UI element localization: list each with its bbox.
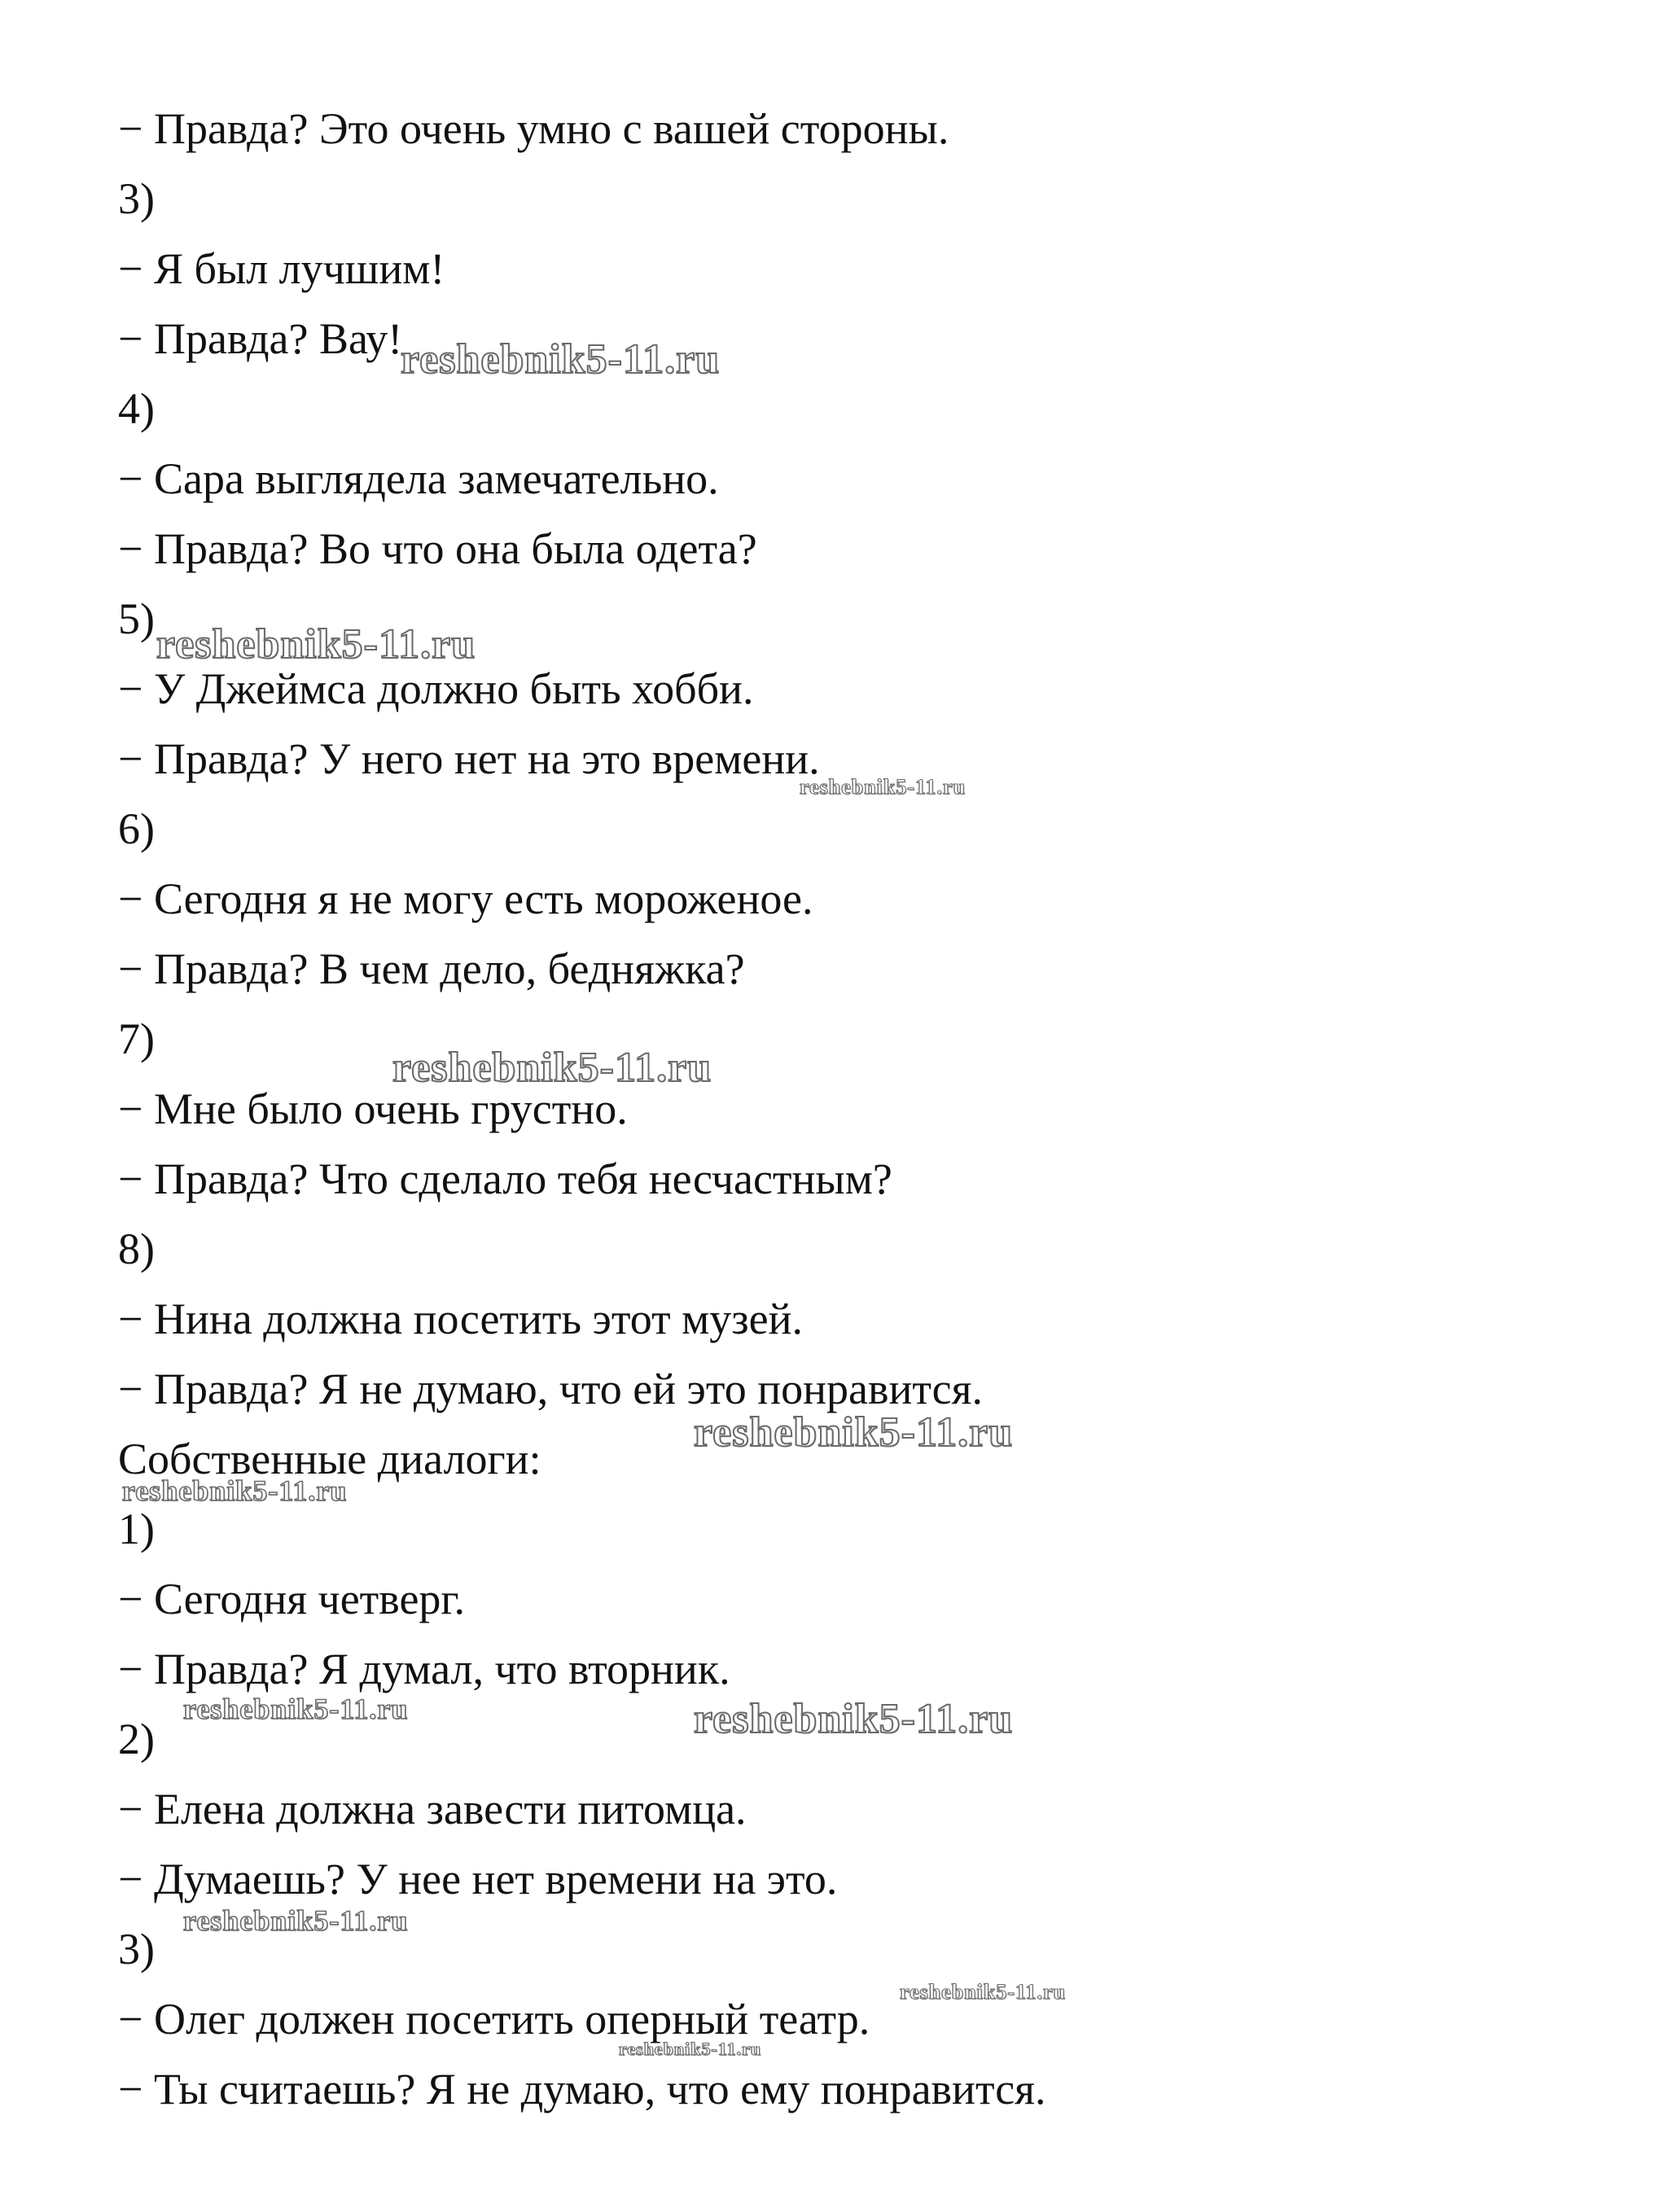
dialogue-number: 4) — [118, 384, 155, 433]
dialogue-line: − Правда? Я думал, что вторник. — [118, 1645, 730, 1693]
dialogue-line: − Правда? Что сделало тебя несчастным? — [118, 1154, 892, 1203]
watermark: reshebnik5-11.ru — [122, 1474, 348, 1507]
watermark: reshebnik5-11.ru — [694, 1409, 1014, 1456]
dialogue-line: − Правда? Я не думаю, что ей это понравится. — [118, 1364, 983, 1413]
watermark: reshebnik5-11.ru — [156, 621, 476, 668]
dialogue-line: − Сегодня я не могу есть мороженое. — [118, 874, 813, 923]
dialogue-line: − Ты считаешь? Я не думаю, что ему понравится. — [118, 2065, 1046, 2113]
watermark: reshebnik5-11.ru — [800, 775, 966, 799]
dialogue-line: − У Джеймса должно быть хобби. — [118, 664, 754, 713]
dialogue-line: − Правда? Это очень умно с вашей стороны. — [118, 104, 949, 153]
dialogue-number: 5) — [118, 594, 155, 643]
dialogue-line: − Думаешь? У нее нет времени на это. — [118, 1855, 838, 1903]
dialogue-line: − Олег должен посетить оперный театр. — [118, 1995, 870, 2043]
dialogue-number: 3) — [118, 1925, 155, 1973]
dialogue-line: − Мне было очень грустно. — [118, 1084, 628, 1133]
dialogue-number: 1) — [118, 1505, 155, 1553]
dialogue-line: − Правда? У него нет на это времени. — [118, 734, 820, 783]
dialogue-line: − Я был лучшим! — [118, 244, 445, 293]
dialogue-number: 8) — [118, 1224, 155, 1273]
watermark: reshebnik5-11.ru — [694, 1696, 1014, 1742]
dialogue-line: − Правда? Во что она была одета? — [118, 524, 757, 573]
section-heading: Собственные диалоги: — [118, 1435, 541, 1483]
watermark: reshebnik5-11.ru — [183, 1693, 409, 1725]
watermark: reshebnik5-11.ru — [392, 1045, 712, 1091]
dialogue-number: 7) — [118, 1014, 155, 1063]
dialogue-line: − Сегодня четверг. — [118, 1575, 465, 1623]
dialogue-number: 6) — [118, 804, 155, 853]
dialogue-number: 2) — [118, 1715, 155, 1763]
dialogue-line: − Елена должна завести питомца. — [118, 1785, 747, 1833]
dialogue-line: − Нина должна посетить этот музей. — [118, 1294, 803, 1343]
dialogue-line: − Правда? В чем дело, бедняжка? — [118, 944, 745, 993]
dialogue-number: 3) — [118, 174, 155, 223]
dialogue-line: − Правда? Вау! — [118, 314, 403, 363]
watermark: reshebnik5-11.ru — [183, 1904, 409, 1937]
dialogue-line: − Сара выглядела замечательно. — [118, 454, 719, 503]
watermark: reshebnik5-11.ru — [619, 2039, 762, 2059]
watermark: reshebnik5-11.ru — [401, 336, 721, 383]
watermark: reshebnik5-11.ru — [900, 1980, 1067, 2004]
